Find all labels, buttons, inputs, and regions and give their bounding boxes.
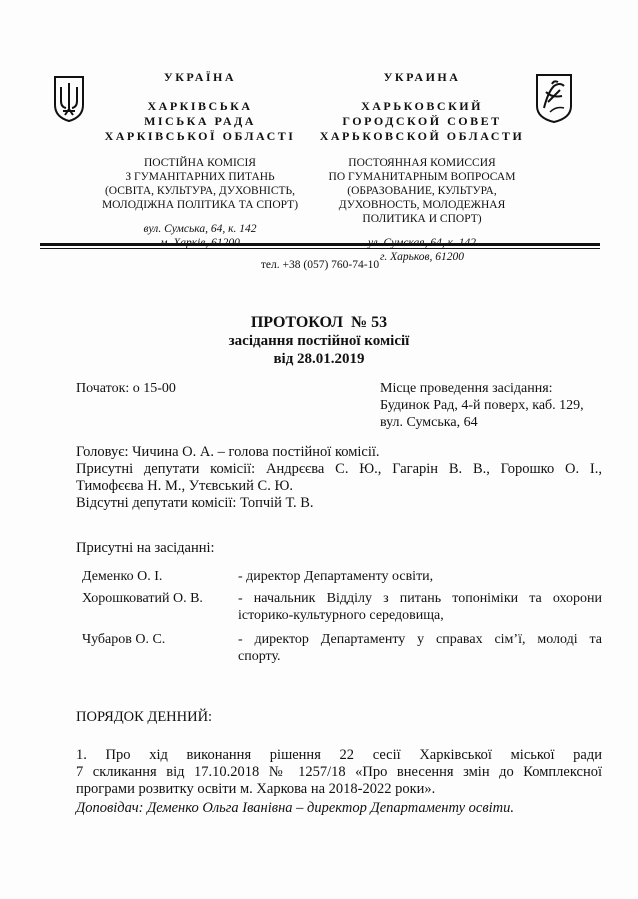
guest-name: Хорошковатий О. В. <box>82 591 203 606</box>
header-ua-council-line: ХАРКІВСЬКОЇ ОБЛАСТІ <box>104 129 296 143</box>
present-deputies-line: Присутні депутати комісії: Андрєєва С. Ю., Гагарін В. В., Горошко О. І., <box>76 461 602 477</box>
ukraine-trident-emblem <box>52 75 86 123</box>
guest-role-line: - директор Департаменту освіти, <box>238 569 434 584</box>
header-ua-commission-line: (ОСВІТА, КУЛЬТУРА, ДУХОВНІСТЬ, <box>104 185 296 197</box>
header-ua-commission-line: МОЛОДІЖНА ПОЛІТИКА ТА СПОРТ) <box>101 199 299 211</box>
meeting-place-line: вул. Сумська, 64 <box>380 415 478 430</box>
agenda-item-line: 1. Про хід виконання рішення 22 сесії Харківської міської ради <box>76 747 602 763</box>
agenda-heading: ПОРЯДОК ДЕННИЙ: <box>76 709 213 725</box>
meeting-place-line: Будинок Рад, 4-й поверх, каб. 129, <box>380 398 584 413</box>
header-ru-country: УКРАИНА <box>383 70 461 84</box>
agenda-speaker: Доповідач: Деменко Ольга Іванівна – директор Департаменту освіти. <box>76 800 514 816</box>
header-divider-thin <box>40 248 600 249</box>
header-ua-commission-line: З ГУМАНІТАРНИХ ПИТАНЬ <box>125 171 275 183</box>
agenda-item-line: програми розвитку освіти м. Харкова на 2018-2022 роки». <box>76 781 436 797</box>
header-ua-council-line: МІСЬКА РАДА <box>144 114 256 128</box>
guests-heading: Присутні на засіданні: <box>76 540 215 556</box>
absent-deputies-line: Відсутні депутати комісії: Топчій Т. В. <box>76 495 314 511</box>
header-ua-council-line: ХАРКІВСЬКА <box>147 99 253 113</box>
protocol-title: ПРОТОКОЛ № 53 <box>250 314 388 331</box>
present-deputies-line: Тимофєєва Н. М., Утєвський С. Ю. <box>76 478 294 494</box>
guest-name: Деменко О. І. <box>82 569 163 584</box>
protocol-date: від 28.01.2019 <box>273 351 365 367</box>
header-ru-council-line: ГОРОДСКОЙ СОВЕТ <box>342 114 502 128</box>
chair-line: Головує: Чичина О. А. – голова постійної комісії. <box>76 444 380 460</box>
header-ru-commission-line: ПОСТОЯННАЯ КОМИССИЯ <box>348 157 496 169</box>
guest-role-line: - директор Департаменту у справах сім’ї, молоді та <box>238 632 602 647</box>
header-ru-commission-line: ДУХОВНОСТЬ, МОЛОДЕЖНАЯ <box>338 199 506 211</box>
protocol-subtitle: засідання постійної комісії <box>228 333 410 349</box>
kharkiv-coat-of-arms <box>534 72 574 124</box>
meeting-start: Початок: о 15-00 <box>76 381 176 396</box>
header-phone: тел. +38 (057) 760-74-10 <box>260 259 380 271</box>
header-ua-commission-line: ПОСТІЙНА КОМІСІЯ <box>144 157 256 169</box>
header-ru-commission-line: ПОЛИТИКА И СПОРТ) <box>362 213 482 225</box>
header-divider-thick <box>40 243 600 246</box>
header-ru-commission-line: (ОБРАЗОВАНИЕ, КУЛЬТУРА, <box>347 185 497 197</box>
header-ua-country: УКРАЇНА <box>163 70 237 84</box>
header-ru-council-line: ХАРЬКОВСКОЙ ОБЛАСТИ <box>319 129 525 143</box>
header-ru-address-line: г. Харьков, 61200 <box>379 251 465 263</box>
meeting-place-line: Місце проведення засідання: <box>380 381 553 396</box>
guest-name: Чубаров О. С. <box>82 632 166 647</box>
guest-role-line: - начальник Відділу з питань топоніміки та охорони <box>238 591 602 606</box>
guest-role-line: спорту. <box>238 649 281 664</box>
guest-role-line: історико-культурного середовища, <box>238 608 444 623</box>
header-ru-council-line: ХАРЬКОВСКИЙ <box>361 99 483 113</box>
header-ua-address-line: вул. Сумська, 64, к. 142 <box>143 223 257 235</box>
agenda-item-line: 7 скликання від 17.10.2018 № 1257/18 «Про внесення змін до Комплексної <box>76 764 602 780</box>
header-ru-commission-line: ПО ГУМАНИТАРНЫМ ВОПРОСАМ <box>328 171 516 183</box>
